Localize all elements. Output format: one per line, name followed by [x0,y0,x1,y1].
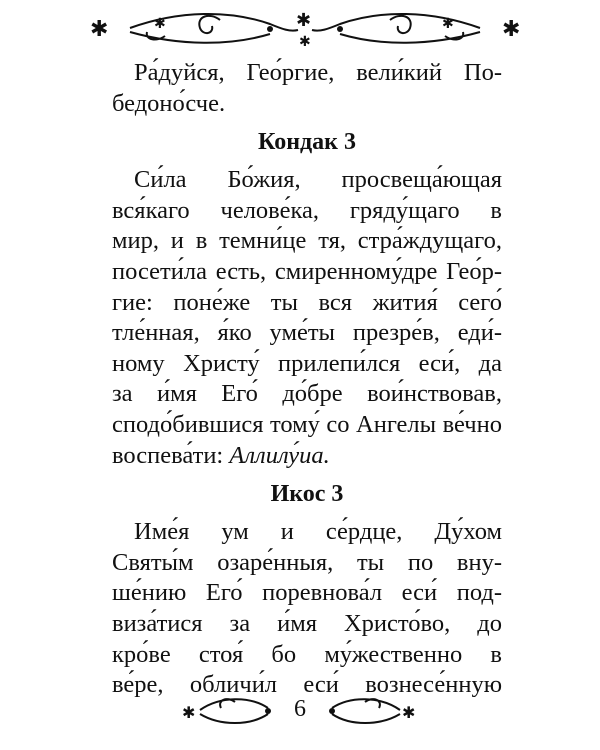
kondak-line: за и́мя Его́ до́бре вои́нствовав, [112,380,502,408]
top-ornament [70,6,540,50]
svg-text:✱: ✱ [182,703,196,722]
ikos-line: кро́ве стоя́ бо му́жественно в [112,640,502,668]
ikos-line: ше́нию Его́ поревнова́л еси́ под- [112,579,502,607]
kondak-final-line [112,441,502,472]
kondak-heading: Кондак 3 [257,129,356,156]
kondak-line: посети́ла есть, смиренному́дре Гео́р- [112,257,502,285]
ikos-line: Святы́м озаре́нныя, ты по вну- [112,548,502,576]
page-number: 6 [294,696,306,722]
ikos-line: ве́ре, обличи́л еси́ вознесе́нную [112,671,502,699]
kondak-line: вся́каго челове́ка, гряду́щаго в [112,196,502,224]
kondak-line: тле́нная, я́ко уме́ты презре́в, еди́- [112,319,502,347]
kondak-line: ному Христу́ прилепи́лся еси́, да [112,349,502,377]
alleluia-refrain: Аллилу́иа. [229,441,330,469]
svg-text:✱: ✱ [296,10,312,31]
ikos-heading: Икос 3 [270,481,344,508]
svg-text:✱: ✱ [299,34,311,50]
ikos-line: Име́я ум и се́рдце, Ду́хом [134,518,502,546]
svg-text:✱: ✱ [402,703,416,722]
svg-text:✱: ✱ [154,16,166,32]
svg-text:✱: ✱ [502,17,521,42]
kondak-line: мир, и в темни́це тя, стра́ждущаго, [112,227,502,255]
kondak-line: Си́ла Бо́жия, просвеща́ющая [134,166,502,194]
page-text [112,58,502,701]
kondak-final-prefix: воспева́ти: [112,441,230,469]
kondak-line: сподо́бившися тому́ со Ангелы ве́чно [112,410,502,438]
svg-text:✱: ✱ [442,16,454,32]
intro-line: бедоно́сче. [112,89,226,117]
ikos-line: виза́тися за и́мя Христо́во, до [112,609,502,637]
svg-text:✱: ✱ [90,17,109,42]
intro-line: Ра́дуйся, Гео́ргие, вели́кий По- [134,59,502,86]
kondak-line: гие: поне́же ты вся жития́ сего́ [112,288,502,316]
